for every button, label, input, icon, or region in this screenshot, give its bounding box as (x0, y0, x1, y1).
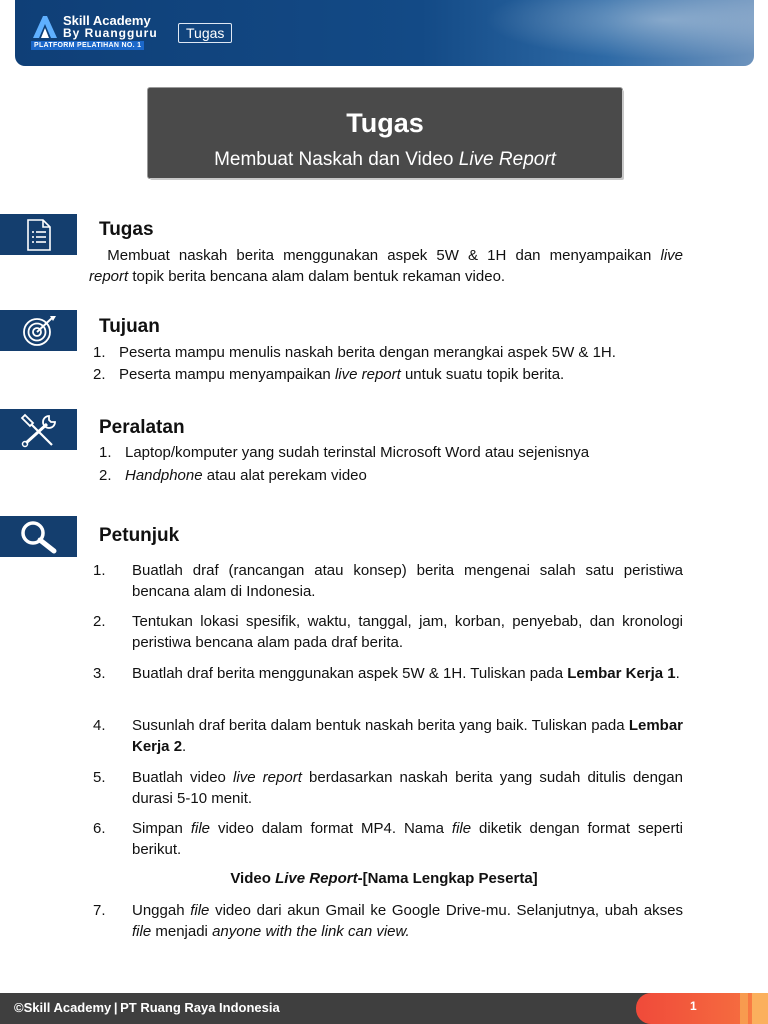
petunjuk-heading: Petunjuk (99, 525, 180, 546)
skill-academy-logo (31, 14, 161, 54)
tugas-heading: Tugas (99, 219, 154, 240)
document-list-icon (26, 219, 52, 251)
page-subtitle: Membuat Naskah dan Video Live Report (214, 149, 556, 170)
footer-copyright: ©Skill Academy | PT Ruang Raya Indonesia (14, 1000, 280, 1015)
tujuan-heading: Tujuan (99, 316, 160, 337)
tugas-section-icon-block (0, 214, 77, 255)
target-icon (20, 315, 58, 347)
instruction-step: 2. Tentukan lokasi spesifik, waktu, tanggal, jam, korban, penyebab, dan kronologi peristiwa bencana alam pada draf berita. (93, 613, 683, 651)
page-title: Tugas (346, 108, 424, 138)
logo-mark-icon (31, 14, 59, 40)
tugas-body-line1: Membuat naskah berita menggunakan aspek 5W & 1H dan menyampaikan live (107, 247, 683, 264)
tugas-body-line2: report topik berita bencana alam dalam bentuk rekaman video. (89, 268, 506, 285)
list-item: 1. Peserta mampu menulis naskah berita dengan merangkai aspek 5W & 1H. (93, 344, 616, 361)
footer-accent (636, 993, 768, 1024)
petunjuk-section-icon-block (0, 516, 77, 557)
footer-stripe (752, 993, 768, 1024)
tujuan-section-icon-block (0, 310, 77, 351)
instruction-step: 6. Simpan file video dalam format MP4. Nama file diketik dengan format seperti berikut. (93, 820, 683, 858)
list-item: 1. Laptop/komputer yang sudah terinstal Microsoft Word atau sejenisnya (99, 444, 590, 461)
peralatan-heading: Peralatan (99, 417, 185, 438)
logo-tagline: PLATFORM PELATIHAN NO. 1 (31, 41, 144, 50)
logo-title: Skill Academy (63, 13, 151, 28)
file-name-format: Video Live Report-[Nama Lengkap Peserta] (230, 870, 538, 887)
list-item: 2. Peserta mampu menyampaikan live report untuk suatu topik berita. (93, 366, 565, 383)
instruction-step: 3. Buatlah draf berita menggunakan aspek 5W & 1H. Tuliskan pada Lembar Kerja 1. (93, 665, 680, 682)
footer-stripe (740, 993, 748, 1024)
logo-byline: By Ruangguru (63, 26, 158, 40)
tools-icon (19, 412, 59, 448)
header-decoration (454, 0, 754, 66)
page-number: 1 (690, 999, 697, 1013)
instruction-step: 1. Buatlah draf (rancangan atau konsep) berita mengenai salah satu peristiwa bencana alam di Indonesia. (93, 562, 683, 600)
header-banner (15, 0, 754, 66)
magnifier-icon (19, 520, 59, 554)
instruction-step: 4. Susunlah draf berita dalam bentuk naskah berita yang baik. Tuliskan pada Lembar Kerja 2. (93, 717, 683, 755)
peralatan-section-icon-block (0, 409, 77, 450)
instruction-step: 7. Unggah file video dari akun Gmail ke Google Drive-mu. Selanjutnya, ubah akses file menjadi anyone with the link can view. (93, 902, 683, 940)
instruction-step: 5. Buatlah video live report berdasarkan naskah berita yang sudah ditulis dengan durasi 5-10 menit. (93, 769, 683, 807)
title-box (148, 88, 622, 178)
footer-bar (0, 993, 768, 1024)
header-tag: Tugas (178, 23, 232, 43)
list-item: 2. Handphone atau alat perekam video (99, 467, 367, 484)
